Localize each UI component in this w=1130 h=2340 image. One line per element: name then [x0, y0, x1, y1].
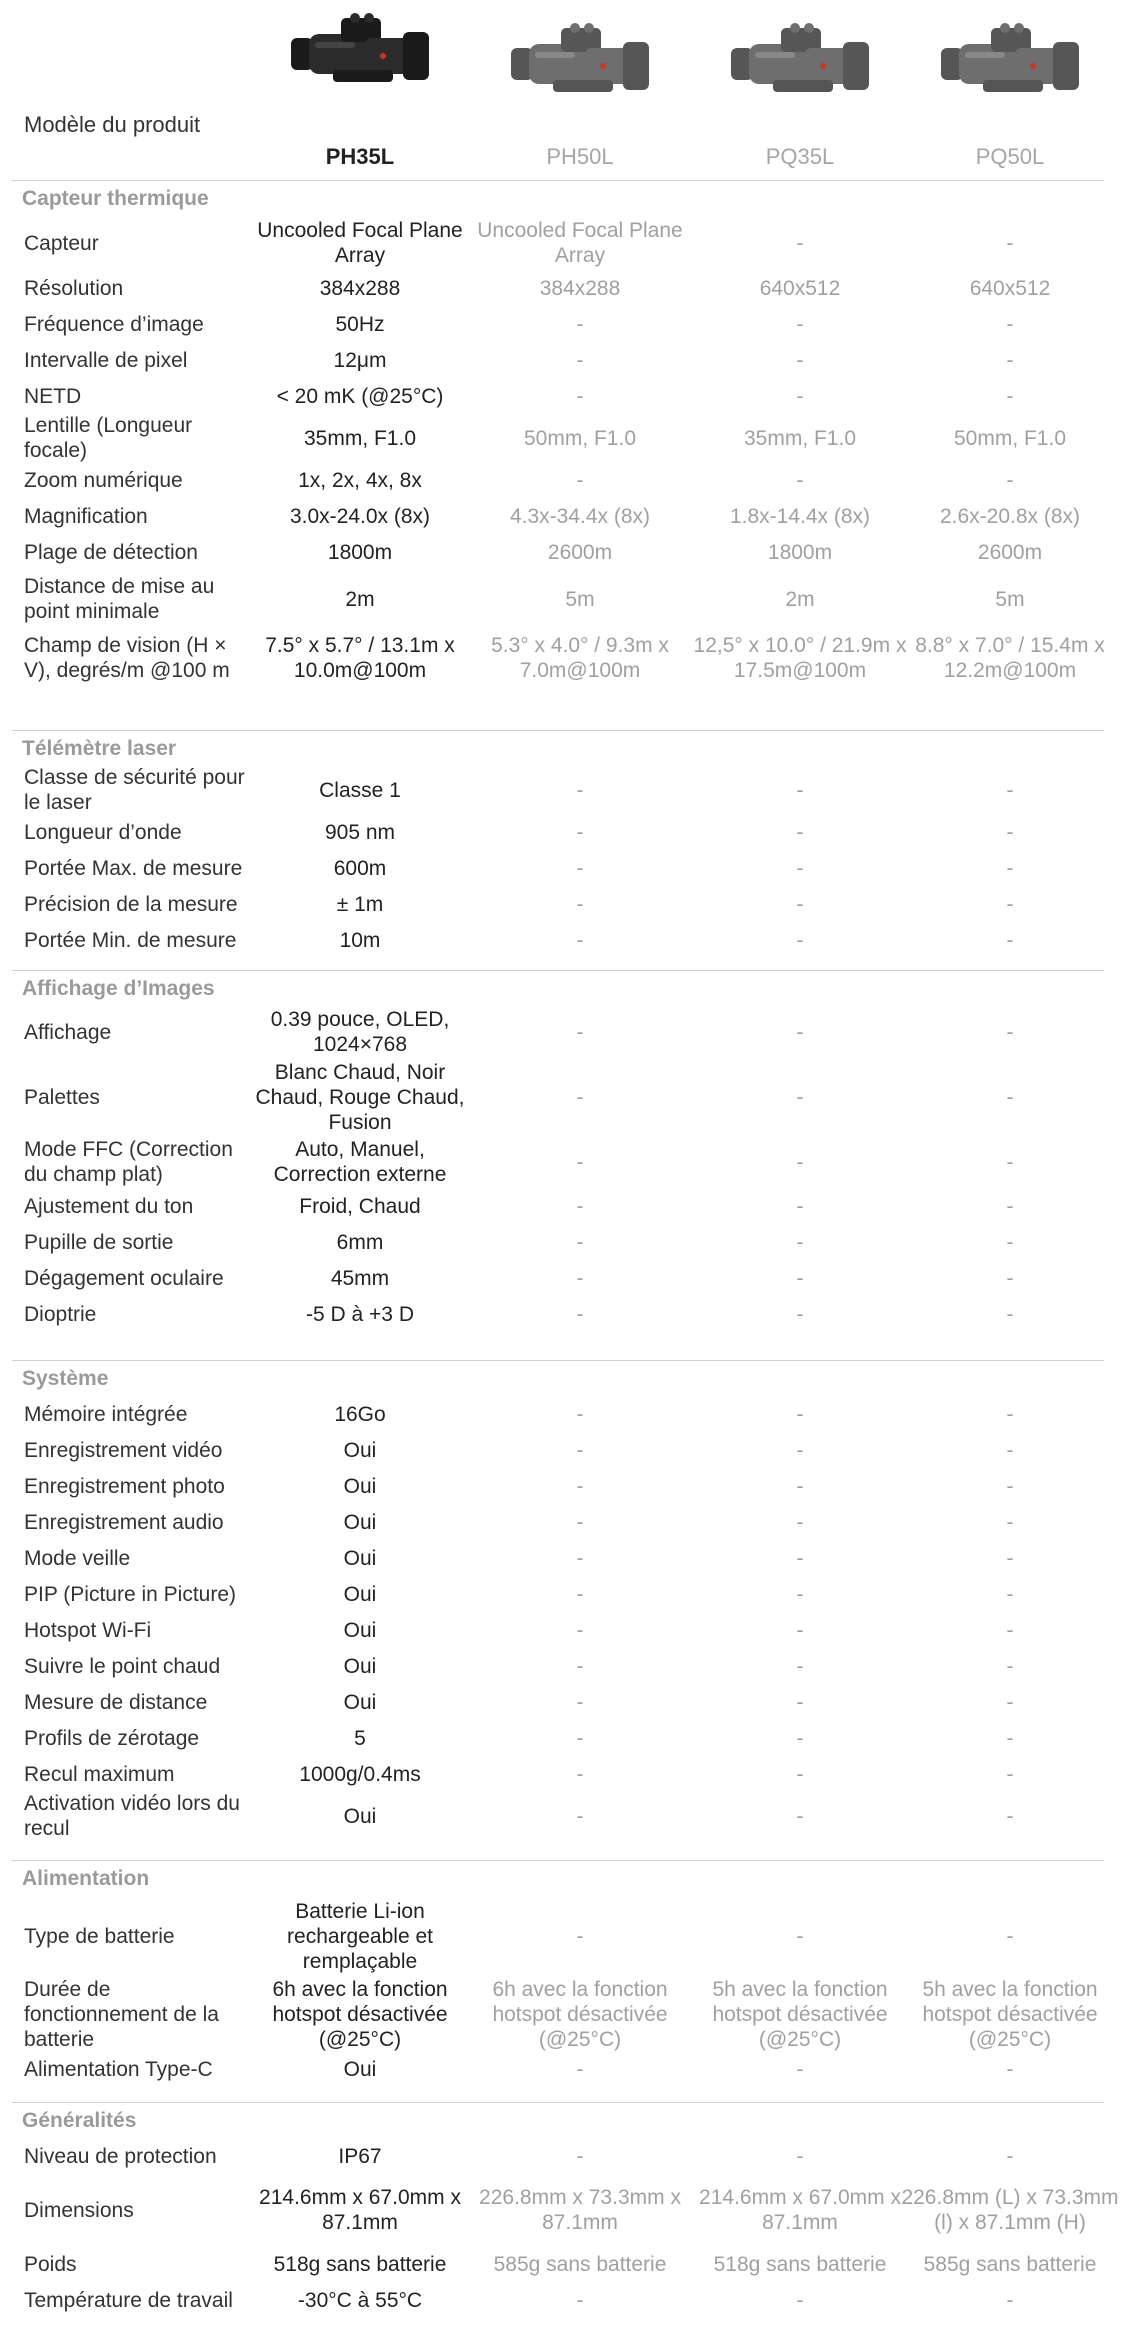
- spec-value-pq35l: -: [796, 1924, 804, 1948]
- spec-value-pq35l: -: [796, 820, 804, 844]
- spec-row-poids: [0, 2246, 1130, 2282]
- spec-value-pq35l: -: [796, 1302, 804, 1326]
- spec-value-pq35l: -: [796, 312, 804, 336]
- spec-label: Capteur: [24, 231, 99, 255]
- spec-label: Dégagement oculaire: [24, 1266, 224, 1290]
- spec-value-ph35l: Oui: [343, 1804, 377, 1828]
- spec-value-pq50l: -: [1006, 1194, 1014, 1218]
- spec-value-pq35l: -: [796, 231, 804, 255]
- section-affichage-d-images: [12, 970, 1104, 1007]
- spec-value-pq35l: -: [796, 778, 804, 802]
- spec-label: Suivre le point chaud: [24, 1654, 221, 1678]
- thermal-scope-icon: [725, 18, 875, 108]
- spec-value-ph50l: -: [576, 1690, 584, 1714]
- spec-row-temperature-de-travail: [0, 2282, 1130, 2318]
- spec-value-pq35l: 2m: [785, 587, 815, 611]
- spec-label: Dimensions: [24, 2198, 134, 2222]
- spec-value-pq50l: -: [1006, 231, 1014, 255]
- spec-value-ph35l: Froid, Chaud: [299, 1194, 421, 1218]
- spec-value-ph35l: 6h avec la fonction hotspot désactivée (@25°C): [272, 1977, 448, 2051]
- spec-value-ph35l: 0.39 pouce, OLED, 1024×768: [270, 1008, 450, 1056]
- spec-value-pq35l: -: [796, 1438, 804, 1462]
- spec-value-pq35l: -: [796, 928, 804, 952]
- spec-label: PIP (Picture in Picture): [24, 1582, 237, 1606]
- spec-value-ph50l: -: [576, 928, 584, 952]
- spec-value-ph50l: -: [576, 1762, 584, 1786]
- product-name-pq50l: PQ50L: [975, 144, 1045, 169]
- spec-row-precision-de-la-mesure: [0, 886, 1130, 922]
- spec-value-ph50l: 6h avec la fonction hotspot désactivée (@25°C): [492, 1977, 668, 2051]
- spec-row-alimentation-type-c: [0, 2052, 1130, 2086]
- spec-label: Portée Max. de mesure: [24, 856, 243, 880]
- spec-value-pq50l: -: [1006, 1762, 1014, 1786]
- spec-label: NETD: [24, 384, 82, 408]
- spec-value-ph35l: -5 D à +3 D: [306, 1302, 414, 1326]
- spec-value-ph50l: 5m: [565, 587, 595, 611]
- spec-value-pq50l: -: [1006, 1150, 1014, 1174]
- spec-value-pq35l: -: [796, 384, 804, 408]
- spec-row-type-de-batterie: [0, 1896, 1130, 1976]
- spec-value-pq50l: -: [1006, 892, 1014, 916]
- spec-value-pq35l: -: [796, 856, 804, 880]
- section-telemetre-laser: [12, 730, 1104, 767]
- product-name-pq35l: PQ35L: [765, 144, 835, 169]
- spec-value-ph50l: -: [576, 1618, 584, 1642]
- product-header: [0, 0, 1130, 178]
- spec-row-portee-max-de-mesure: [0, 850, 1130, 886]
- spec-value-ph50l: -: [576, 1546, 584, 1570]
- product-name-ph35l: PH35L: [325, 144, 395, 169]
- section-title: Généralités: [22, 2109, 137, 2132]
- spec-value-ph50l: -: [576, 1924, 584, 1948]
- spec-value-ph50l: -: [576, 1438, 584, 1462]
- spec-value-pq50l: -: [1006, 1020, 1014, 1044]
- spec-value-pq35l: -: [796, 1266, 804, 1290]
- spec-label: Distance de mise au point minimale: [24, 575, 215, 623]
- spec-value-pq50l: -: [1006, 1618, 1014, 1642]
- spec-value-pq50l: -: [1006, 384, 1014, 408]
- spec-row-plage-de-detection: [0, 534, 1130, 570]
- spec-value-ph35l: IP67: [338, 2144, 382, 2168]
- spec-value-ph35l: < 20 mK (@25°C): [276, 384, 444, 408]
- spec-row-dioptrie: [0, 1296, 1130, 1332]
- spec-value-ph50l: -: [576, 384, 584, 408]
- spec-value-pq35l: -: [796, 892, 804, 916]
- spec-value-ph50l: -: [576, 348, 584, 372]
- spec-row-recul-maximum: [0, 1756, 1130, 1792]
- spec-value-pq50l: -: [1006, 1230, 1014, 1254]
- spec-label: Activation vidéo lors du recul: [24, 1792, 240, 1840]
- section-title: Système: [22, 1367, 109, 1390]
- spec-value-pq35l: -: [796, 1150, 804, 1174]
- spec-label: Champ de vision (H × V), degrés/m @100 m: [24, 634, 230, 682]
- spec-value-ph35l: 12μm: [333, 348, 387, 372]
- section-generalites: [12, 2102, 1104, 2139]
- spec-label: Température de travail: [24, 2288, 233, 2312]
- spec-value-ph50l: 384x288: [539, 276, 621, 300]
- spec-value-pq50l: -: [1006, 856, 1014, 880]
- spec-value-ph35l: 2m: [345, 587, 375, 611]
- spec-label: Enregistrement audio: [24, 1510, 224, 1534]
- spec-value-pq50l: 640x512: [969, 276, 1051, 300]
- spec-label: Enregistrement vidéo: [24, 1438, 223, 1462]
- spec-value-pq35l: -: [796, 1582, 804, 1606]
- spec-label: Longueur d’onde: [24, 820, 182, 844]
- spec-label: Zoom numérique: [24, 468, 183, 492]
- spec-value-pq50l: -: [1006, 1402, 1014, 1426]
- spec-value-ph35l: Uncooled Focal Plane Array: [257, 219, 463, 267]
- spec-row-duree-de-fonctionnement-de-la-batterie: [0, 1976, 1130, 2052]
- spec-label: Palettes: [24, 1085, 100, 1109]
- spec-value-ph50l: -: [576, 820, 584, 844]
- spec-value-pq35l: 214.6mm x 67.0mm x 87.1mm: [699, 2186, 901, 2234]
- spec-row-intervalle-de-pixel: [0, 342, 1130, 378]
- spec-value-ph35l: Oui: [343, 1546, 377, 1570]
- spec-value-ph50l: 50mm, F1.0: [523, 426, 637, 450]
- spec-value-ph35l: 1800m: [327, 540, 393, 564]
- spec-label: Dioptrie: [24, 1302, 97, 1326]
- spec-row-mode-veille: [0, 1540, 1130, 1576]
- spec-row-profils-de-zerotage: [0, 1720, 1130, 1756]
- spec-value-pq50l: -: [1006, 2144, 1014, 2168]
- spec-value-pq35l: -: [796, 2288, 804, 2312]
- spec-row-netd: [0, 378, 1130, 414]
- spec-value-ph35l: 6mm: [336, 1230, 384, 1254]
- spec-row-activation-video-lors-du-recul: [0, 1792, 1130, 1840]
- spec-value-pq35l: 1800m: [767, 540, 833, 564]
- spec-row-lentille-longueur-focale: [0, 414, 1130, 462]
- spec-value-pq35l: -: [796, 1402, 804, 1426]
- spec-value-pq50l: 8.8° x 7.0° / 15.4m x 12.2m@100m: [915, 634, 1105, 682]
- spec-value-ph50l: -: [576, 2057, 584, 2081]
- spec-value-pq35l: -: [796, 1690, 804, 1714]
- spec-value-ph35l: ± 1m: [336, 892, 384, 916]
- spec-value-pq50l: 2600m: [977, 540, 1043, 564]
- section-capteur-thermique: [12, 180, 1104, 217]
- spec-value-pq50l: -: [1006, 1474, 1014, 1498]
- spec-value-ph50l: -: [576, 892, 584, 916]
- spec-value-pq50l: 2.6x-20.8x (8x): [939, 504, 1081, 528]
- spec-value-ph35l: 35mm, F1.0: [303, 426, 417, 450]
- spec-value-ph35l: Oui: [343, 1618, 377, 1642]
- spec-label: Durée de fonctionnement de la batterie: [24, 1977, 219, 2051]
- spec-value-pq35l: -: [796, 1194, 804, 1218]
- thermal-scope-icon: [505, 18, 655, 108]
- spec-row-suivre-le-point-chaud: [0, 1648, 1130, 1684]
- spec-row-enregistrement-photo: [0, 1468, 1130, 1504]
- spec-value-ph50l: -: [576, 1402, 584, 1426]
- spec-value-ph50l: -: [576, 1510, 584, 1534]
- spec-value-ph50l: -: [576, 1474, 584, 1498]
- spec-value-ph35l: Oui: [343, 1438, 377, 1462]
- spec-value-pq50l: -: [1006, 468, 1014, 492]
- spec-row-frequence-d-image: [0, 306, 1130, 342]
- spec-value-ph50l: -: [576, 1020, 584, 1044]
- spec-value-pq35l: -: [796, 1474, 804, 1498]
- spec-value-ph50l: -: [576, 1194, 584, 1218]
- spec-value-pq35l: -: [796, 1654, 804, 1678]
- spec-row-longueur-d-onde: [0, 814, 1130, 850]
- spec-value-ph50l: -: [576, 1302, 584, 1326]
- spec-value-pq35l: -: [796, 1020, 804, 1044]
- spec-value-ph35l: 600m: [333, 856, 387, 880]
- spec-value-pq50l: -: [1006, 1085, 1014, 1109]
- spec-value-ph35l: 7.5° x 5.7° / 13.1m x 10.0m@100m: [265, 634, 455, 682]
- spec-value-pq35l: -: [796, 1085, 804, 1109]
- spec-value-ph35l: Oui: [343, 1690, 377, 1714]
- spec-label: Résolution: [24, 276, 124, 300]
- section-systeme: [12, 1360, 1104, 1397]
- spec-value-pq50l: -: [1006, 1266, 1014, 1290]
- spec-label: Type de batterie: [24, 1924, 175, 1948]
- spec-row-hotspot-wi-fi: [0, 1612, 1130, 1648]
- spec-row-enregistrement-video: [0, 1432, 1130, 1468]
- spec-value-ph35l: Oui: [343, 1654, 377, 1678]
- spec-row-mesure-de-distance: [0, 1684, 1130, 1720]
- spec-value-ph35l: 16Go: [334, 1402, 386, 1426]
- spec-value-pq50l: 5h avec la fonction hotspot désactivée (@25°C): [922, 1977, 1098, 2051]
- spec-value-pq50l: 585g sans batterie: [923, 2252, 1097, 2276]
- spec-value-ph35l: Batterie Li-ion rechargeable et remplaçable: [287, 1899, 433, 1973]
- spec-value-ph50l: -: [576, 1150, 584, 1174]
- spec-value-ph35l: 10m: [339, 928, 381, 952]
- spec-value-ph35l: 518g sans batterie: [273, 2252, 447, 2276]
- spec-value-pq50l: -: [1006, 1438, 1014, 1462]
- spec-value-ph35l: Classe 1: [319, 778, 401, 802]
- spec-value-pq35l: -: [796, 468, 804, 492]
- spec-row-zoom-numerique: [0, 462, 1130, 498]
- spec-label: Alimentation Type-C: [24, 2057, 213, 2081]
- spec-value-pq50l: 5m: [995, 587, 1025, 611]
- spec-value-pq50l: -: [1006, 1726, 1014, 1750]
- spec-value-ph50l: 5.3° x 4.0° / 9.3m x 7.0m@100m: [491, 634, 669, 682]
- spec-value-ph50l: -: [576, 1085, 584, 1109]
- spec-value-pq50l: -: [1006, 1302, 1014, 1326]
- spec-label: Précision de la mesure: [24, 892, 238, 916]
- spec-value-pq50l: -: [1006, 1546, 1014, 1570]
- spec-value-pq35l: -: [796, 2057, 804, 2081]
- spec-value-ph50l: -: [576, 2144, 584, 2168]
- spec-label: Enregistrement photo: [24, 1474, 225, 1498]
- spec-value-ph35l: 3.0x-24.0x (8x): [289, 504, 431, 528]
- spec-value-pq50l: -: [1006, 778, 1014, 802]
- spec-value-ph35l: 384x288: [319, 276, 401, 300]
- spec-value-pq50l: -: [1006, 348, 1014, 372]
- spec-label: Mesure de distance: [24, 1690, 208, 1714]
- spec-value-pq50l: -: [1006, 1804, 1014, 1828]
- spec-row-distance-de-mise-au-point-minimale: [0, 570, 1130, 628]
- spec-label: Magnification: [24, 504, 148, 528]
- spec-value-ph35l: Auto, Manuel, Correction externe: [273, 1138, 447, 1186]
- spec-value-pq50l: -: [1006, 928, 1014, 952]
- spec-value-ph35l: Oui: [343, 1510, 377, 1534]
- spec-value-pq35l: 35mm, F1.0: [743, 426, 857, 450]
- spec-label: Poids: [24, 2252, 77, 2276]
- spec-row-degagement-oculaire: [0, 1260, 1130, 1296]
- spec-label: Affichage: [24, 1020, 112, 1044]
- spec-value-ph35l: Oui: [343, 1474, 377, 1498]
- spec-value-pq50l: -: [1006, 1510, 1014, 1534]
- spec-label: Mode FFC (Correction du champ plat): [24, 1138, 233, 1186]
- spec-row-dimensions: [0, 2174, 1130, 2246]
- spec-row-portee-min-de-mesure: [0, 922, 1130, 958]
- spec-row-memoire-integree: [0, 1396, 1130, 1432]
- spec-value-pq35l: 518g sans batterie: [713, 2252, 887, 2276]
- spec-value-pq35l: -: [796, 1726, 804, 1750]
- spec-value-pq35l: -: [796, 1804, 804, 1828]
- spec-value-ph50l: -: [576, 468, 584, 492]
- spec-value-ph35l: Oui: [343, 1582, 377, 1606]
- spec-value-pq50l: -: [1006, 1582, 1014, 1606]
- thermal-scope-icon: [935, 18, 1085, 108]
- spec-row-enregistrement-audio: [0, 1504, 1130, 1540]
- spec-row-champ-de-vision-h-v-degres-m-100-m: [0, 628, 1130, 688]
- spec-value-pq35l: -: [796, 1618, 804, 1642]
- spec-value-ph50l: -: [576, 312, 584, 336]
- spec-label: Ajustement du ton: [24, 1194, 194, 1218]
- spec-value-ph50l: 2600m: [547, 540, 613, 564]
- spec-value-pq50l: 226.8mm (L) x 73.3mm (l) x 87.1mm (H): [901, 2186, 1119, 2234]
- spec-value-ph50l: -: [576, 1726, 584, 1750]
- section-title: Alimentation: [22, 1867, 150, 1890]
- spec-row-pip-picture-in-picture: [0, 1576, 1130, 1612]
- spec-value-pq35l: -: [796, 1230, 804, 1254]
- spec-row-magnification: [0, 498, 1130, 534]
- spec-value-pq50l: -: [1006, 1690, 1014, 1714]
- spec-value-ph35l: 214.6mm x 67.0mm x 87.1mm: [259, 2186, 461, 2234]
- spec-label: Mémoire intégrée: [24, 1402, 188, 1426]
- spec-label: Intervalle de pixel: [24, 348, 188, 372]
- spec-value-pq35l: 5h avec la fonction hotspot désactivée (@25°C): [712, 1977, 888, 2051]
- spec-value-ph50l: 226.8mm x 73.3mm x 87.1mm: [479, 2186, 681, 2234]
- spec-label: Profils de zérotage: [24, 1726, 200, 1750]
- spec-value-pq50l: -: [1006, 1654, 1014, 1678]
- spec-row-mode-ffc-correction-du-champ-plat: [0, 1136, 1130, 1188]
- spec-row-capteur: [0, 216, 1130, 270]
- spec-value-pq50l: -: [1006, 820, 1014, 844]
- spec-label: Lentille (Longueur focale): [24, 414, 193, 462]
- spec-label: Portée Min. de mesure: [24, 928, 237, 952]
- spec-label: Plage de détection: [24, 540, 198, 564]
- spec-label: Recul maximum: [24, 1762, 175, 1786]
- product-name-ph50l: PH50L: [546, 144, 614, 169]
- spec-value-ph50l: Uncooled Focal Plane Array: [477, 219, 683, 267]
- spec-label: Mode veille: [24, 1546, 131, 1570]
- spec-value-ph50l: -: [576, 2288, 584, 2312]
- spec-label: Pupille de sortie: [24, 1230, 174, 1254]
- spec-value-pq50l: -: [1006, 2288, 1014, 2312]
- section-title: Affichage d’Images: [22, 977, 215, 1000]
- spec-value-ph35l: 1x, 2x, 4x, 8x: [298, 468, 422, 492]
- spec-value-pq35l: -: [796, 2144, 804, 2168]
- section-title: Capteur thermique: [22, 187, 209, 210]
- spec-value-pq35l: -: [796, 1510, 804, 1534]
- spec-value-ph35l: 50Hz: [335, 312, 385, 336]
- spec-value-ph35l: 1000g/0.4ms: [299, 1762, 421, 1786]
- spec-value-pq50l: -: [1006, 2057, 1014, 2081]
- thermal-scope-icon: [285, 8, 435, 98]
- spec-value-pq35l: -: [796, 348, 804, 372]
- spec-label: Niveau de protection: [24, 2144, 217, 2168]
- spec-value-ph35l: Blanc Chaud, Noir Chaud, Rouge Chaud, Fusion: [255, 1060, 465, 1134]
- spec-value-pq35l: -: [796, 1546, 804, 1570]
- spec-value-ph35l: -30°C à 55°C: [297, 2288, 423, 2312]
- spec-value-pq35l: 640x512: [759, 276, 841, 300]
- section-title: Télémètre laser: [22, 737, 177, 760]
- spec-value-ph35l: 905 nm: [324, 820, 396, 844]
- spec-value-ph50l: 4.3x-34.4x (8x): [509, 504, 651, 528]
- spec-value-ph35l: 45mm: [330, 1266, 390, 1290]
- spec-value-ph50l: -: [576, 856, 584, 880]
- spec-label: Fréquence d’image: [24, 312, 204, 336]
- section-alimentation: [12, 1860, 1104, 1897]
- spec-value-ph50l: -: [576, 1230, 584, 1254]
- spec-value-pq35l: 1.8x-14.4x (8x): [729, 504, 871, 528]
- spec-row-resolution: [0, 270, 1130, 306]
- spec-row-affichage: [0, 1006, 1130, 1058]
- model-label: Modèle du produit: [24, 112, 201, 137]
- spec-value-ph50l: -: [576, 778, 584, 802]
- spec-label: Hotspot Wi-Fi: [24, 1618, 152, 1642]
- spec-value-ph50l: -: [576, 1654, 584, 1678]
- spec-value-pq50l: -: [1006, 312, 1014, 336]
- spec-value-pq35l: 12,5° x 10.0° / 21.9m x 17.5m@100m: [693, 634, 907, 682]
- spec-value-ph50l: -: [576, 1266, 584, 1290]
- spec-value-pq50l: 50mm, F1.0: [953, 426, 1067, 450]
- spec-row-ajustement-du-ton: [0, 1188, 1130, 1224]
- spec-value-ph50l: -: [576, 1804, 584, 1828]
- spec-value-ph50l: -: [576, 1582, 584, 1606]
- spec-value-ph35l: Oui: [343, 2057, 377, 2081]
- spec-value-ph35l: 5: [354, 1726, 366, 1750]
- spec-row-palettes: [0, 1058, 1130, 1136]
- spec-value-ph50l: 585g sans batterie: [493, 2252, 667, 2276]
- spec-row-pupille-de-sortie: [0, 1224, 1130, 1260]
- spec-label: Classe de sécurité pour le laser: [24, 766, 245, 814]
- spec-value-pq35l: -: [796, 1762, 804, 1786]
- spec-value-pq50l: -: [1006, 1924, 1014, 1948]
- spec-row-niveau-de-protection: [0, 2138, 1130, 2174]
- spec-row-classe-de-securite-pour-le-laser: [0, 766, 1130, 814]
